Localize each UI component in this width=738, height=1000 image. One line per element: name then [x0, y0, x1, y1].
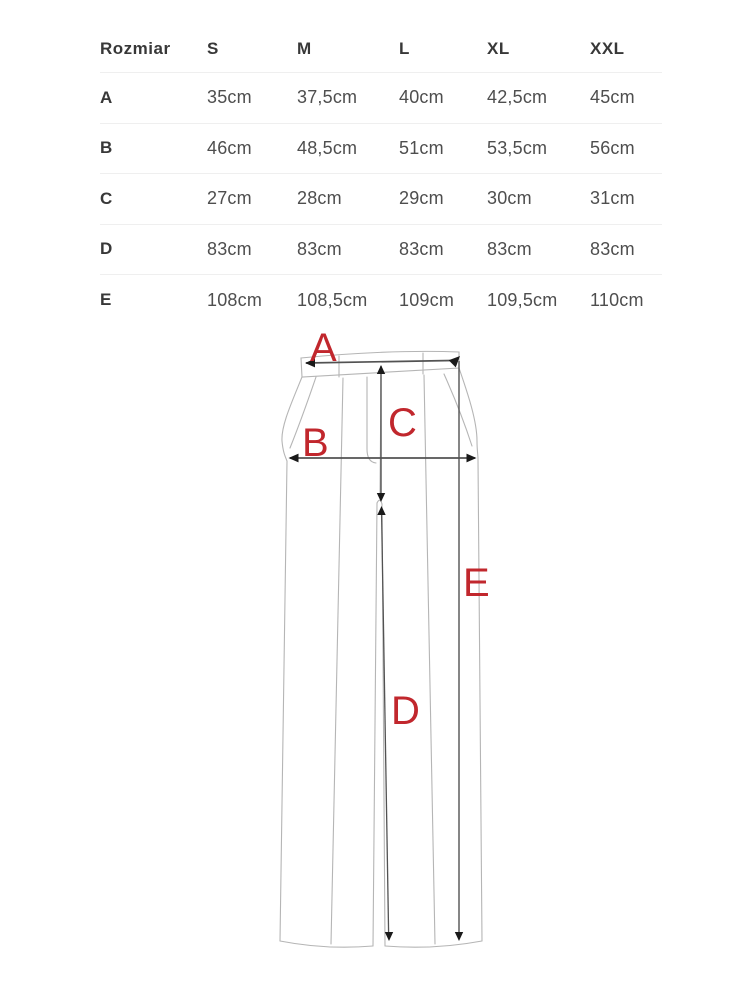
arrowhead	[449, 352, 464, 367]
cell-value: 56cm	[590, 137, 635, 158]
cell-value: 29cm	[399, 188, 444, 209]
cell-value: 108cm	[207, 289, 263, 310]
row-label: A	[100, 87, 113, 107]
cell-value: 51cm	[399, 137, 444, 158]
cell-value: 83cm	[487, 238, 532, 259]
row-label: B	[100, 138, 113, 158]
column-header-s: S	[207, 39, 219, 58]
right-outer-seam	[459, 368, 482, 941]
cell-value: 53,5cm	[487, 137, 548, 158]
measurement-label-d: D	[391, 689, 420, 733]
measurement-label-a: A	[310, 326, 337, 370]
cell-value: 110cm	[590, 289, 644, 310]
cell-value: 109,5cm	[487, 289, 558, 310]
cell-value: 37,5cm	[297, 87, 358, 108]
row-label: E	[100, 290, 112, 310]
cell-value: 83cm	[399, 238, 444, 259]
fly-stitch	[367, 377, 376, 463]
cell-value: 42,5cm	[487, 87, 548, 108]
measurement-label-b: B	[302, 421, 329, 465]
column-header-xxl: XXL	[590, 39, 625, 58]
left-outer-seam	[280, 377, 302, 941]
left-crease	[331, 378, 343, 944]
cell-value: 108,5cm	[297, 289, 368, 310]
arrowhead	[467, 454, 477, 463]
cell-value: 46cm	[207, 137, 252, 158]
cell-value: 30cm	[487, 188, 532, 209]
row-label: C	[100, 188, 113, 208]
cell-value: 31cm	[590, 188, 635, 209]
arrowhead	[377, 365, 385, 374]
row-label: D	[100, 239, 113, 259]
cell-value: 28cm	[297, 188, 342, 209]
column-header-rozmiar: Rozmiar	[100, 39, 171, 58]
left-hem	[280, 941, 373, 947]
measurement-label-c: C	[388, 401, 417, 445]
cell-value: 83cm	[297, 238, 342, 259]
arrowhead	[455, 932, 463, 941]
cell-value: 83cm	[590, 238, 635, 259]
right-hem	[385, 941, 482, 947]
column-header-xl: XL	[487, 39, 510, 58]
cell-value: 109cm	[399, 289, 455, 310]
measure-line-d	[382, 514, 389, 933]
cell-value: 35cm	[207, 87, 252, 108]
cell-value: 48,5cm	[297, 137, 358, 158]
arrowhead	[385, 932, 393, 941]
measurement-labels	[302, 326, 490, 733]
cell-value: 40cm	[399, 87, 444, 108]
arrowhead	[289, 454, 299, 463]
right-crease	[424, 375, 435, 944]
column-header-m: M	[297, 39, 312, 58]
column-header-l: L	[399, 39, 410, 58]
cell-value: 83cm	[207, 238, 252, 259]
cell-value: 45cm	[590, 87, 635, 108]
right-pocket-line	[444, 374, 472, 446]
arrowhead	[377, 506, 385, 515]
left-inseam	[373, 503, 377, 946]
cell-value: 27cm	[207, 188, 252, 209]
measurement-label-e: E	[463, 561, 490, 605]
